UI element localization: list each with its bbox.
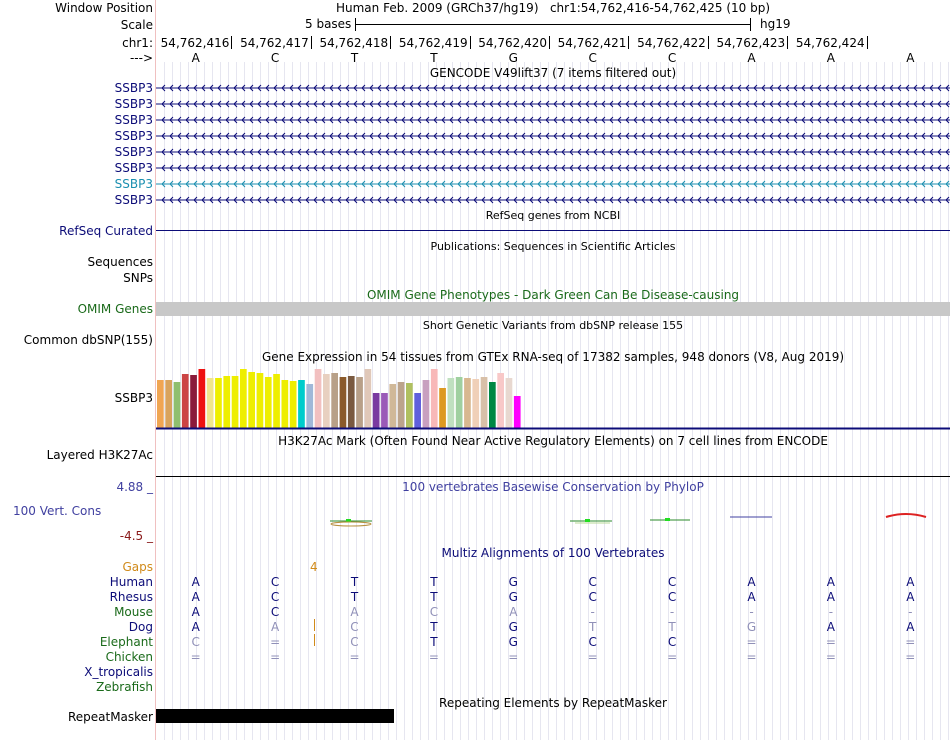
alignment-base: T — [589, 620, 597, 634]
phylop-label[interactable]: 100 Vert. Cons — [13, 504, 102, 518]
phylop-min-label: -4.5 _ — [119, 529, 153, 543]
gencode-row-label[interactable]: SSBP3 — [114, 145, 153, 159]
dbsnp-title: Short Genetic Variants from dbSNP release 155 — [422, 319, 684, 332]
chrom-label: chr1: — [122, 36, 153, 50]
alignment-base: = — [905, 635, 916, 649]
publications-title: Publications: Sequences in Scientific Articles — [430, 240, 676, 253]
alignment-base: C — [429, 605, 439, 619]
alignment-base: T — [430, 575, 438, 589]
alignment-base: C — [270, 605, 280, 619]
species-label[interactable]: X_tropicalis — [84, 665, 153, 679]
alignment-base: A — [906, 590, 915, 604]
base-letter[interactable]: C — [270, 51, 280, 65]
alignment-base: C — [270, 575, 280, 589]
species-label[interactable]: Mouse — [114, 605, 153, 619]
position-label: 54,762,416 — [160, 36, 230, 50]
base-letter[interactable]: A — [906, 51, 915, 65]
window-position-label: Window Position — [55, 1, 153, 15]
position-label: 54,762,422 — [637, 36, 706, 50]
alignment-base: T — [350, 575, 359, 589]
omim-title: OMIM Gene Phenotypes - Dark Green Can Be Disease-causing — [366, 288, 740, 302]
alignment-base: T — [430, 620, 438, 634]
phylop-glyph-2 — [570, 519, 612, 523]
alignment-base: - — [669, 605, 675, 619]
alignment-base: A — [191, 575, 200, 589]
base-letter[interactable]: T — [350, 51, 359, 65]
alignment-base: A — [747, 590, 756, 604]
scale-text: 5 bases — [305, 17, 352, 31]
phylop-glyph-3 — [650, 518, 690, 521]
base-letter[interactable]: A — [747, 51, 756, 65]
base-letter[interactable]: T — [430, 51, 438, 65]
gencode-row-label[interactable]: SSBP3 — [114, 113, 153, 127]
alignment-base: A — [747, 575, 756, 589]
gencode-title: GENCODE V49lift37 (7 items filtered out) — [429, 66, 677, 80]
alignment-base: = — [270, 635, 281, 649]
alignment-base: C — [667, 575, 677, 589]
alignment-base: = — [508, 650, 519, 664]
gtex-title: Gene Expression in 54 tissues from GTEx RNA-seq of 17382 samples, 948 donors (V8, Aug 2019) — [261, 350, 845, 364]
base-letter[interactable]: C — [667, 51, 677, 65]
alignment-base: C — [588, 575, 597, 589]
position-label: 54,762,424 — [795, 36, 865, 50]
gtex-label[interactable]: SSBP3 — [114, 391, 153, 405]
alignment-base: T — [430, 635, 438, 649]
phylop-max-label: 4.88 _ — [116, 480, 153, 494]
alignment-base: C — [191, 635, 200, 649]
alignment-base: A — [826, 575, 835, 589]
alignment-base: = — [587, 650, 598, 664]
alignment-base: = — [667, 650, 678, 664]
position-label: 54,762,423 — [716, 36, 786, 50]
phylop-title: 100 vertebrates Basewise Conservation by PhyloP — [402, 480, 704, 494]
alignment-base: C — [588, 590, 597, 604]
gencode-row-label[interactable]: SSBP3 — [114, 129, 153, 143]
alignment-base: G — [508, 590, 518, 604]
alignment-base: A — [906, 620, 915, 634]
alignment-base: A — [826, 590, 835, 604]
refseq-label[interactable]: RefSeq Curated — [59, 224, 153, 238]
species-label[interactable]: Human — [109, 575, 153, 589]
h3k27ac-title: H3K27Ac Mark (Often Found Near Active Regulatory Elements) on 7 cell lines from ENCODE — [278, 434, 828, 448]
alignment-base: G — [508, 575, 518, 589]
alignment-base: = — [428, 650, 439, 664]
strand-label: ---> — [129, 51, 153, 65]
species-label[interactable]: Elephant — [99, 635, 153, 649]
alignment-base: - — [749, 605, 754, 619]
alignment-base: A — [350, 605, 359, 619]
scale-assembly: hg19 — [760, 17, 791, 31]
phylop-glyph-5 — [886, 514, 926, 517]
alignment-base: T — [668, 620, 676, 634]
alignment-base: A — [191, 590, 200, 604]
base-letter[interactable]: A — [191, 51, 200, 65]
species-label[interactable]: Zebrafish — [96, 680, 153, 694]
alignment-base: A — [270, 620, 280, 634]
alignment-base: T — [350, 590, 359, 604]
window-position-value: Human Feb. 2009 (GRCh37/hg19) chr1:54,762,416-54,762,425 (10 bp) — [335, 1, 770, 15]
gaps-value: 4 — [310, 560, 318, 574]
alignment-base: C — [270, 590, 280, 604]
alignment-base: = — [349, 650, 360, 664]
species-label[interactable]: Dog — [128, 620, 153, 634]
alignment-base: - — [908, 605, 913, 619]
position-label: 54,762,421 — [557, 36, 627, 50]
alignment-base: A — [191, 605, 200, 619]
alignment-base: = — [746, 650, 757, 664]
alignment-base: T — [430, 590, 438, 604]
gencode-row-label[interactable]: SSBP3 — [114, 193, 153, 207]
gencode-row-label[interactable]: SSBP3 — [114, 177, 153, 191]
base-letter[interactable]: A — [826, 51, 835, 65]
alignment-base: = — [270, 650, 281, 664]
position-label: 54,762,420 — [478, 36, 547, 50]
multiz-title: Multiz Alignments of 100 Vertebrates — [441, 546, 665, 560]
alignment-base: A — [826, 620, 835, 634]
alignment-base: G — [746, 620, 757, 634]
gaps-label: Gaps — [122, 560, 153, 574]
alignment-base: C — [350, 635, 359, 649]
alignment-base: G — [508, 620, 518, 634]
alignment-base: C — [667, 590, 677, 604]
scale-label: Scale — [120, 18, 153, 32]
alignment-base: G — [508, 635, 518, 649]
position-label: 54,762,418 — [319, 36, 389, 50]
base-letter[interactable]: C — [588, 51, 597, 65]
gencode-row-label[interactable]: SSBP3 — [114, 97, 153, 111]
alignment-base: A — [906, 575, 915, 589]
alignment-base: = — [825, 635, 836, 649]
phylop-glyph-1 — [330, 519, 372, 526]
alignment-base: C — [667, 635, 677, 649]
h3k27ac-label[interactable]: Layered H3K27Ac — [46, 448, 153, 462]
species-label[interactable]: Rhesus — [109, 590, 153, 604]
refseq-title: RefSeq genes from NCBI — [485, 209, 621, 222]
alignment-base: A — [509, 605, 518, 619]
alignment-base: = — [190, 650, 201, 664]
repeatmasker-title: Repeating Elements by RepeatMasker — [439, 696, 667, 710]
position-label: 54,762,417 — [240, 36, 309, 50]
omim-label[interactable]: OMIM Genes — [77, 302, 153, 316]
gencode-row-label[interactable]: SSBP3 — [114, 81, 153, 95]
alignment-base: = — [905, 650, 916, 664]
alignment-base: = — [825, 650, 836, 664]
dbsnp-label[interactable]: Common dbSNP(155) — [23, 333, 153, 347]
position-label: 54,762,419 — [398, 36, 468, 50]
snps-label[interactable]: SNPs — [123, 271, 153, 285]
alignment-base: - — [828, 605, 834, 619]
alignment-base: C — [588, 635, 597, 649]
alignment-base: C — [350, 620, 359, 634]
alignment-base: - — [590, 605, 595, 619]
gencode-row-label[interactable]: SSBP3 — [114, 161, 153, 175]
alignment-base: A — [191, 620, 200, 634]
species-label[interactable]: Chicken — [105, 650, 153, 664]
sequences-label[interactable]: Sequences — [87, 255, 153, 269]
alignment-base: = — [746, 635, 757, 649]
repeatmasker-label[interactable]: RepeatMasker — [67, 710, 153, 724]
base-letter[interactable]: G — [508, 51, 518, 65]
